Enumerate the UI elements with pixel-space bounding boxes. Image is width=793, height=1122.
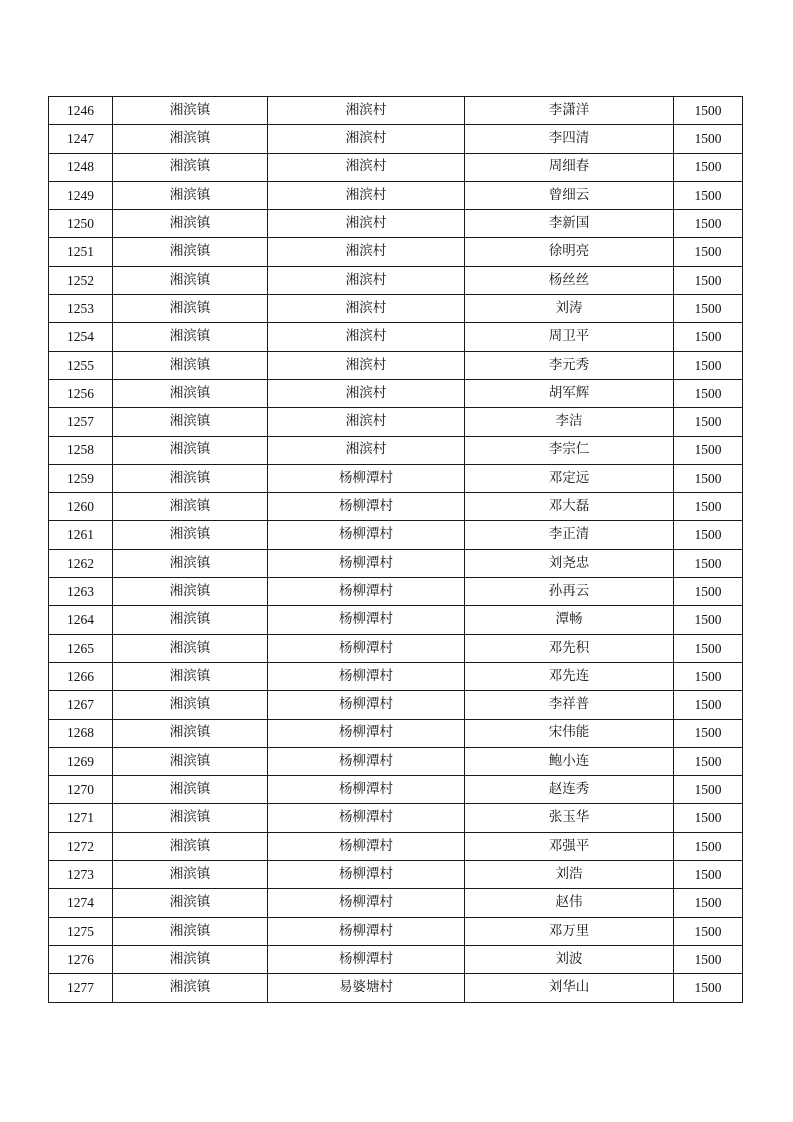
person-name-cell: 李洁 [465,408,674,436]
row-number-cell: 1262 [49,549,113,577]
row-number-cell: 1259 [49,464,113,492]
person-name-cell: 赵伟 [465,889,674,917]
town-cell: 湘滨镇 [113,578,268,606]
row-number-cell: 1255 [49,351,113,379]
village-cell: 易婆塘村 [268,974,465,1002]
village-cell: 杨柳潭村 [268,549,465,577]
row-number-cell: 1250 [49,210,113,238]
table-row [49,408,743,436]
table-row [49,719,743,747]
village-cell: 杨柳潭村 [268,634,465,662]
village-cell: 杨柳潭村 [268,578,465,606]
village-cell: 杨柳潭村 [268,606,465,634]
person-name-cell: 李新国 [465,210,674,238]
amount-cell: 1500 [674,493,743,521]
town-cell: 湘滨镇 [113,97,268,125]
amount-cell: 1500 [674,662,743,690]
village-cell: 杨柳潭村 [268,521,465,549]
person-name-cell: 胡军辉 [465,379,674,407]
town-cell: 湘滨镇 [113,747,268,775]
village-cell: 湘滨村 [268,97,465,125]
person-name-cell: 李祥普 [465,691,674,719]
row-number-cell: 1265 [49,634,113,662]
village-cell: 湘滨村 [268,408,465,436]
village-cell: 杨柳潭村 [268,493,465,521]
amount-cell: 1500 [674,719,743,747]
amount-cell: 1500 [674,379,743,407]
table-row [49,662,743,690]
village-cell: 湘滨村 [268,323,465,351]
person-name-cell: 鲍小连 [465,747,674,775]
table-row [49,238,743,266]
row-number-cell: 1276 [49,945,113,973]
person-name-cell: 刘浩 [465,861,674,889]
table-row [49,521,743,549]
town-cell: 湘滨镇 [113,804,268,832]
amount-cell: 1500 [674,634,743,662]
town-cell: 湘滨镇 [113,238,268,266]
person-name-cell: 邓万里 [465,917,674,945]
row-number-cell: 1258 [49,436,113,464]
roster-table [48,96,743,1003]
town-cell: 湘滨镇 [113,889,268,917]
amount-cell: 1500 [674,776,743,804]
person-name-cell: 李潇洋 [465,97,674,125]
table-row [49,606,743,634]
amount-cell: 1500 [674,266,743,294]
row-number-cell: 1247 [49,125,113,153]
table-row [49,323,743,351]
town-cell: 湘滨镇 [113,691,268,719]
amount-cell: 1500 [674,210,743,238]
table-row [49,379,743,407]
person-name-cell: 邓强平 [465,832,674,860]
person-name-cell: 赵连秀 [465,776,674,804]
row-number-cell: 1253 [49,295,113,323]
table-row [49,295,743,323]
town-cell: 湘滨镇 [113,464,268,492]
village-cell: 湘滨村 [268,379,465,407]
town-cell: 湘滨镇 [113,210,268,238]
amount-cell: 1500 [674,917,743,945]
town-cell: 湘滨镇 [113,408,268,436]
table-row [49,125,743,153]
village-cell: 杨柳潭村 [268,832,465,860]
table-row [49,634,743,662]
town-cell: 湘滨镇 [113,351,268,379]
village-cell: 杨柳潭村 [268,889,465,917]
roster-table-body [49,97,743,1003]
town-cell: 湘滨镇 [113,493,268,521]
person-name-cell: 潭畅 [465,606,674,634]
town-cell: 湘滨镇 [113,125,268,153]
row-number-cell: 1254 [49,323,113,351]
table-row [49,181,743,209]
village-cell: 杨柳潭村 [268,804,465,832]
amount-cell: 1500 [674,832,743,860]
town-cell: 湘滨镇 [113,379,268,407]
amount-cell: 1500 [674,747,743,775]
person-name-cell: 杨丝丝 [465,266,674,294]
town-cell: 湘滨镇 [113,861,268,889]
person-name-cell: 曾细云 [465,181,674,209]
table-row [49,832,743,860]
amount-cell: 1500 [674,436,743,464]
row-number-cell: 1263 [49,578,113,606]
town-cell: 湘滨镇 [113,917,268,945]
village-cell: 杨柳潭村 [268,776,465,804]
table-row [49,776,743,804]
row-number-cell: 1267 [49,691,113,719]
person-name-cell: 邓大磊 [465,493,674,521]
table-row [49,804,743,832]
table-row [49,210,743,238]
village-cell: 杨柳潭村 [268,917,465,945]
row-number-cell: 1249 [49,181,113,209]
village-cell: 湘滨村 [268,125,465,153]
table-row [49,945,743,973]
row-number-cell: 1277 [49,974,113,1002]
amount-cell: 1500 [674,889,743,917]
person-name-cell: 邓先连 [465,662,674,690]
amount-cell: 1500 [674,97,743,125]
amount-cell: 1500 [674,464,743,492]
town-cell: 湘滨镇 [113,776,268,804]
table-row [49,97,743,125]
person-name-cell: 周卫平 [465,323,674,351]
person-name-cell: 刘涛 [465,295,674,323]
town-cell: 湘滨镇 [113,549,268,577]
row-number-cell: 1270 [49,776,113,804]
amount-cell: 1500 [674,606,743,634]
village-cell: 杨柳潭村 [268,464,465,492]
village-cell: 湘滨村 [268,238,465,266]
table-row [49,691,743,719]
row-number-cell: 1252 [49,266,113,294]
village-cell: 杨柳潭村 [268,662,465,690]
amount-cell: 1500 [674,945,743,973]
person-name-cell: 刘尧忠 [465,549,674,577]
table-row [49,493,743,521]
row-number-cell: 1268 [49,719,113,747]
town-cell: 湘滨镇 [113,295,268,323]
person-name-cell: 李正清 [465,521,674,549]
town-cell: 湘滨镇 [113,153,268,181]
row-number-cell: 1260 [49,493,113,521]
person-name-cell: 邓定远 [465,464,674,492]
table-row [49,861,743,889]
amount-cell: 1500 [674,408,743,436]
town-cell: 湘滨镇 [113,634,268,662]
table-row [49,153,743,181]
row-number-cell: 1269 [49,747,113,775]
row-number-cell: 1251 [49,238,113,266]
amount-cell: 1500 [674,549,743,577]
town-cell: 湘滨镇 [113,974,268,1002]
town-cell: 湘滨镇 [113,266,268,294]
person-name-cell: 张玉华 [465,804,674,832]
town-cell: 湘滨镇 [113,181,268,209]
person-name-cell: 李四清 [465,125,674,153]
town-cell: 湘滨镇 [113,832,268,860]
amount-cell: 1500 [674,578,743,606]
row-number-cell: 1264 [49,606,113,634]
person-name-cell: 李元秀 [465,351,674,379]
table-row [49,889,743,917]
amount-cell: 1500 [674,521,743,549]
amount-cell: 1500 [674,974,743,1002]
town-cell: 湘滨镇 [113,606,268,634]
town-cell: 湘滨镇 [113,945,268,973]
town-cell: 湘滨镇 [113,662,268,690]
row-number-cell: 1256 [49,379,113,407]
row-number-cell: 1266 [49,662,113,690]
person-name-cell: 邓先积 [465,634,674,662]
row-number-cell: 1261 [49,521,113,549]
table-row [49,578,743,606]
town-cell: 湘滨镇 [113,521,268,549]
row-number-cell: 1272 [49,832,113,860]
town-cell: 湘滨镇 [113,719,268,747]
table-row [49,549,743,577]
village-cell: 杨柳潭村 [268,945,465,973]
amount-cell: 1500 [674,323,743,351]
row-number-cell: 1271 [49,804,113,832]
amount-cell: 1500 [674,861,743,889]
village-cell: 湘滨村 [268,181,465,209]
person-name-cell: 宋伟能 [465,719,674,747]
amount-cell: 1500 [674,295,743,323]
person-name-cell: 刘华山 [465,974,674,1002]
amount-cell: 1500 [674,238,743,266]
table-row [49,351,743,379]
amount-cell: 1500 [674,804,743,832]
table-row [49,747,743,775]
amount-cell: 1500 [674,153,743,181]
amount-cell: 1500 [674,351,743,379]
village-cell: 湘滨村 [268,295,465,323]
table-row [49,917,743,945]
amount-cell: 1500 [674,181,743,209]
table-row [49,266,743,294]
village-cell: 杨柳潭村 [268,719,465,747]
row-number-cell: 1257 [49,408,113,436]
village-cell: 湘滨村 [268,351,465,379]
person-name-cell: 周细春 [465,153,674,181]
town-cell: 湘滨镇 [113,436,268,464]
row-number-cell: 1273 [49,861,113,889]
person-name-cell: 孙再云 [465,578,674,606]
table-row [49,464,743,492]
village-cell: 杨柳潭村 [268,691,465,719]
person-name-cell: 刘波 [465,945,674,973]
amount-cell: 1500 [674,691,743,719]
row-number-cell: 1274 [49,889,113,917]
village-cell: 湘滨村 [268,210,465,238]
town-cell: 湘滨镇 [113,323,268,351]
person-name-cell: 徐明亮 [465,238,674,266]
village-cell: 湘滨村 [268,153,465,181]
village-cell: 湘滨村 [268,436,465,464]
row-number-cell: 1275 [49,917,113,945]
row-number-cell: 1248 [49,153,113,181]
person-name-cell: 李宗仁 [465,436,674,464]
village-cell: 湘滨村 [268,266,465,294]
village-cell: 杨柳潭村 [268,747,465,775]
amount-cell: 1500 [674,125,743,153]
table-row [49,436,743,464]
village-cell: 杨柳潭村 [268,861,465,889]
table-row [49,974,743,1002]
row-number-cell: 1246 [49,97,113,125]
